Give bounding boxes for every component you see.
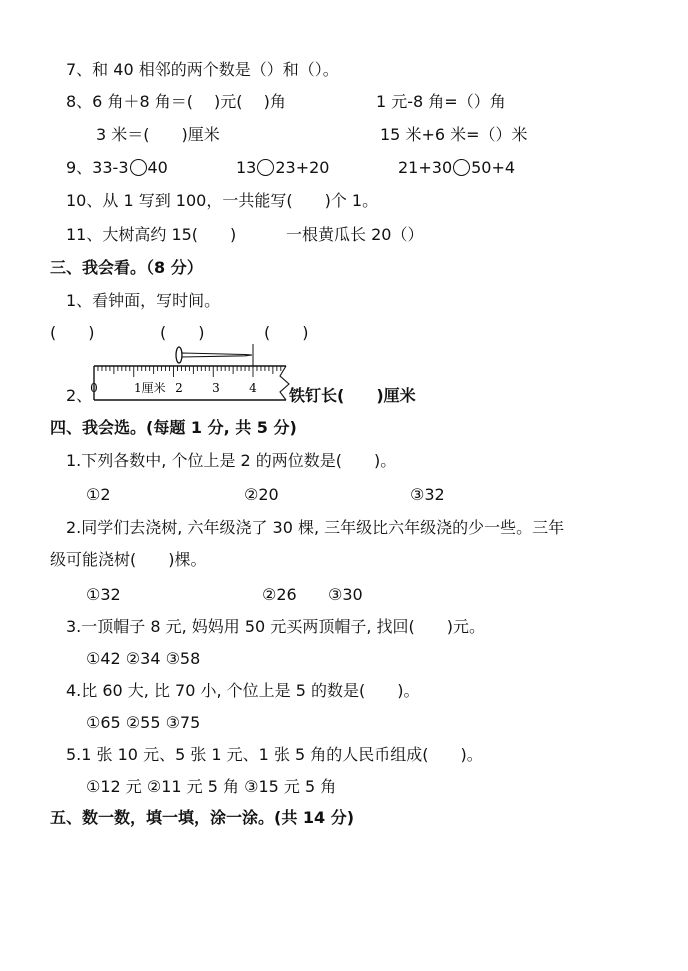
ruler-tick-label: 4 [249, 381, 257, 395]
s4-question-3: 3.一顶帽子 8 元, 妈妈用 50 元买两顶帽子, 找回( )元。 [66, 617, 485, 636]
section-3-q2-text: 铁钉长( )厘米 [289, 386, 416, 405]
compare-left: 9、33-3 [66, 158, 129, 177]
option: ③32 [410, 485, 445, 504]
s4-question-2-line1: 2.同学们去浇树, 六年级浇了 30 棵, 三年级比六年级浇的少一些。三年 [66, 518, 565, 537]
question-9a [66, 158, 168, 178]
clock-answer-blank: ( ) [50, 323, 95, 342]
compare-right: 50+4 [471, 158, 516, 177]
ruler-icon [94, 366, 289, 400]
ruler-tick-label: 2 [175, 381, 183, 395]
compare-left: 21+30 [398, 158, 453, 177]
question-8a: 8、6 角＋8 角＝( )元( )角 [66, 92, 286, 111]
ruler-tick-label: 0 [90, 381, 98, 395]
compare-right: 23+20 [275, 158, 330, 177]
compare-circle-icon [130, 159, 147, 176]
option: ②26 [262, 585, 297, 604]
section-5-title: 五、数一数，填一填，涂一涂。(共 14 分) [50, 808, 355, 827]
question-8b: 1 元-8 角=（）角 [376, 92, 506, 111]
s4-question-5: 5.1 张 10 元、5 张 1 元、1 张 5 角的人民币组成( )。 [66, 745, 483, 764]
question-9c [398, 158, 515, 178]
ruler-nail-figure [90, 342, 300, 408]
section-4-title: 四、我会选。(每题 1 分, 共 5 分) [50, 418, 297, 437]
ruler-tick-label: 1厘米 [134, 381, 166, 395]
s4-question-2-line2: 级可能浇树( )棵。 [50, 550, 207, 569]
options: ①12 元 ②11 元 5 角 ③15 元 5 角 [86, 777, 337, 796]
question-8c: 3 米＝( )厘米 [96, 125, 220, 144]
option: ②20 [244, 485, 279, 504]
clock-answer-blank: ( ) [160, 323, 205, 342]
section-3-q1: 1、看钟面，写时间。 [66, 291, 221, 310]
nail-icon [176, 347, 252, 363]
compare-right: 40 [147, 158, 168, 177]
section-3-title: 三、我会看。（8 分） [50, 258, 203, 277]
question-11b: 一根黄瓜长 20（） [286, 225, 424, 244]
options: ①42 ②34 ③58 [86, 649, 201, 668]
question-9b [236, 158, 329, 178]
question-11a: 11、大树高约 15( ) [66, 225, 237, 244]
compare-circle-icon [257, 159, 274, 176]
question-8d: 15 米+6 米=（）米 [380, 125, 528, 144]
s4-question-4: 4.比 60 大, 比 70 小, 个位上是 5 的数是( )。 [66, 681, 420, 700]
option: ③30 [328, 585, 363, 604]
s4-question-1: 1.下列各数中, 个位上是 2 的两位数是( )。 [66, 451, 397, 470]
options: ①65 ②55 ③75 [86, 713, 201, 732]
section-3-q2-number: 2、 [66, 386, 93, 405]
clock-answer-blank: ( ) [264, 323, 309, 342]
compare-circle-icon [453, 159, 470, 176]
question-10: 10、从 1 写到 100，一共能写( )个 1。 [66, 191, 379, 210]
question-7: 7、和 40 相邻的两个数是（）和（）。 [66, 60, 339, 79]
option: ①32 [86, 585, 121, 604]
option: ①2 [86, 485, 111, 504]
compare-left: 13 [236, 158, 257, 177]
ruler-tick-label: 3 [212, 381, 220, 395]
